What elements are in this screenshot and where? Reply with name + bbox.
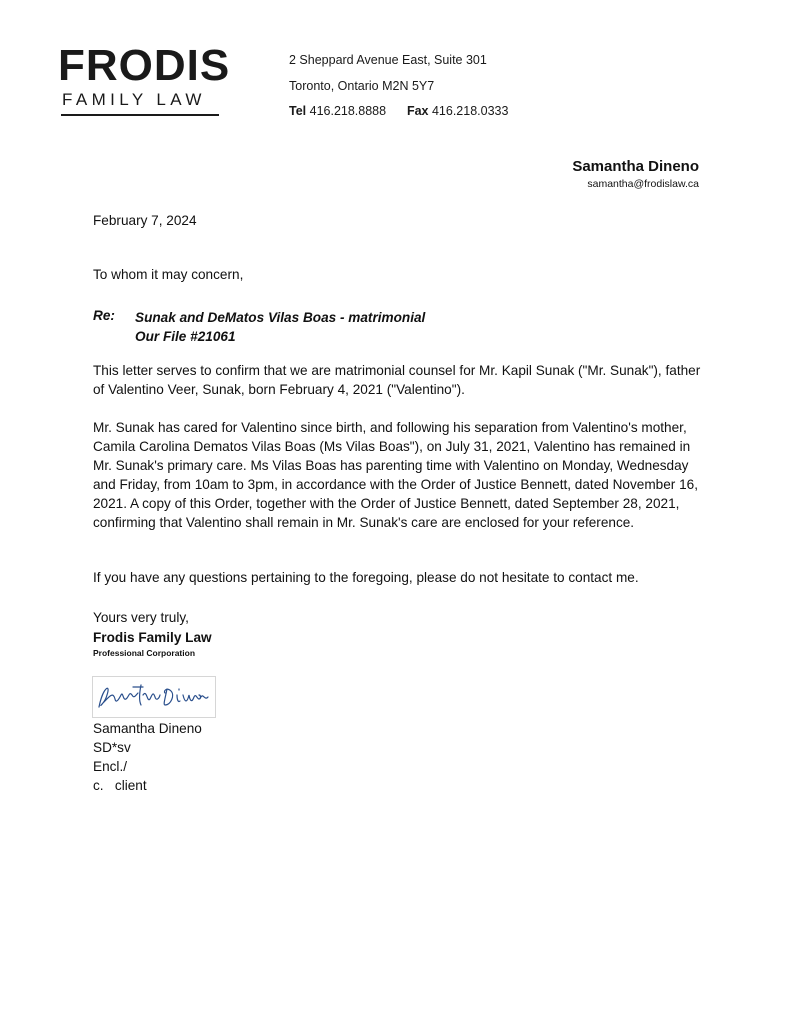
address-line-2: Toronto, Ontario M2N 5Y7 bbox=[289, 79, 435, 93]
re-line-2: Our File #21061 bbox=[135, 329, 236, 344]
salutation: To whom it may concern, bbox=[93, 267, 244, 282]
tel-number: 416.218.8888 bbox=[309, 104, 387, 118]
paragraph-1: This letter serves to confirm that we are matrimonial counsel for Mr. Kapil Sunak ("Mr. Sunak"), father of Valentino Veer, Sunak, born February 4, 2021 ("Valentino"). bbox=[93, 363, 701, 397]
phone-fax-line bbox=[289, 105, 508, 118]
enclosure-note: Encl./ bbox=[93, 759, 127, 774]
initials: SD*sv bbox=[93, 740, 131, 755]
firm-logo-name: FRODIS bbox=[58, 41, 231, 90]
firm-name: Frodis Family Law bbox=[93, 630, 212, 645]
re-line-1: Sunak and DeMatos Vilas Boas - matrimonial bbox=[135, 310, 426, 325]
re-label: Re: bbox=[93, 308, 115, 323]
fax-number: 416.218.0333 bbox=[431, 104, 509, 118]
closing: Yours very truly, bbox=[93, 610, 189, 625]
handwritten-signature bbox=[93, 677, 215, 717]
author-email: samantha@frodislaw.ca bbox=[587, 178, 699, 190]
paragraph-2: Mr. Sunak has cared for Valentino since birth, and following his separation from Valentino's mother, Camila Carolina Dematos Vilas Boas (Ms Vilas Boas"), on July 31, 2021, Valentino has remained in Mr. Sunak's primary care. Ms Vilas Boas has parenting time with Valentino on Monday, Wednesday and Friday, from 10am to 3pm, in accordance with the Order of Justice Bennett, dated November 16, 2021. A copy of this Order, together with the Order of Justice Bennett, dated September 28, 2021, confirming that Valentino shall remain in Mr. Sunak's care are enclosed for your reference. bbox=[93, 420, 698, 530]
firm-subtitle: Professional Corporation bbox=[93, 648, 196, 658]
re-subject bbox=[135, 308, 425, 346]
cc-note: c. client bbox=[93, 778, 147, 793]
letter-date: February 7, 2024 bbox=[93, 213, 197, 228]
fax-label: Fax bbox=[406, 104, 429, 118]
logo-underline bbox=[61, 114, 219, 116]
paragraph-3: If you have any questions pertaining to the foregoing, please do not hesitate to contact me. bbox=[93, 570, 639, 585]
author-name: Samantha Dineno bbox=[572, 158, 699, 175]
signer-name: Samantha Dineno bbox=[93, 721, 202, 736]
signature-image bbox=[92, 676, 216, 718]
address-line-1: 2 Sheppard Avenue East, Suite 301 bbox=[289, 53, 487, 67]
firm-logo-subtitle: FAMILY LAW bbox=[62, 90, 206, 109]
tel-label: Tel bbox=[289, 104, 307, 118]
